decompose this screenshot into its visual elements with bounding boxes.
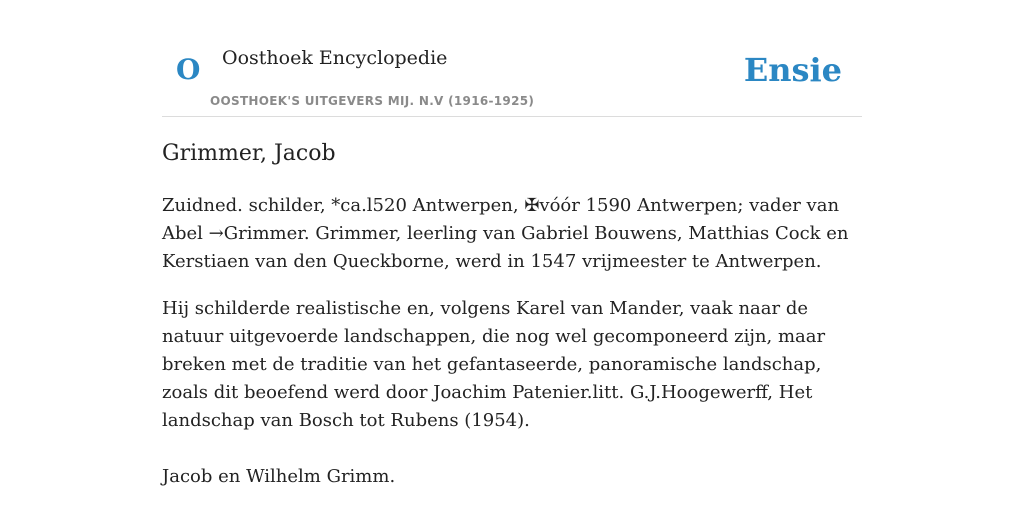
publisher-subtitle: OOSTHOEK'S UITGEVERS MIJ. N.V (1916-1925): [210, 94, 535, 108]
paragraph-1-text-start: Zuidned. schilder, *ca.l520 Antwerpen, ✠vóór 1590 Antwerpen; vader van Abel: [162, 195, 840, 244]
article-body: [162, 138, 862, 510]
site-header: [162, 0, 862, 117]
site-title-link[interactable]: Oosthoek Encyclopedie: [222, 47, 448, 69]
article-title: Grimmer, Jacob: [162, 141, 336, 166]
paragraph-1-text-end: . Grimmer, leerling van Gabriel Bouwens, Matthias Cock en Kerstiaen van den Queckborne, werd in 1547 vrijmeester te Antwerpen.: [162, 223, 849, 272]
ensie-brand-link[interactable]: Ensie: [743, 51, 842, 89]
related-article-link[interactable]: Jacob en Wilhelm Grimm.: [162, 466, 396, 487]
cross-reference-link-grimmer[interactable]: →Grimmer: [208, 223, 304, 244]
article-paragraph-1: [162, 192, 862, 276]
oosthoek-logo[interactable]: O: [176, 53, 201, 86]
article-paragraph-2: Hij schilderde realistische en, volgens Karel van Mander, vaak naar de natuur uitgevoerde landschappen, die nog wel gecomponeerd zijn, maar breken met de traditie van het gefantaseerde, panoramische landschap, zoals dit beoefend werd door Joachim Patenier.litt. G.J.Hoogewerff, Het landschap van Bosch tot Rubens (1954).: [162, 298, 826, 431]
